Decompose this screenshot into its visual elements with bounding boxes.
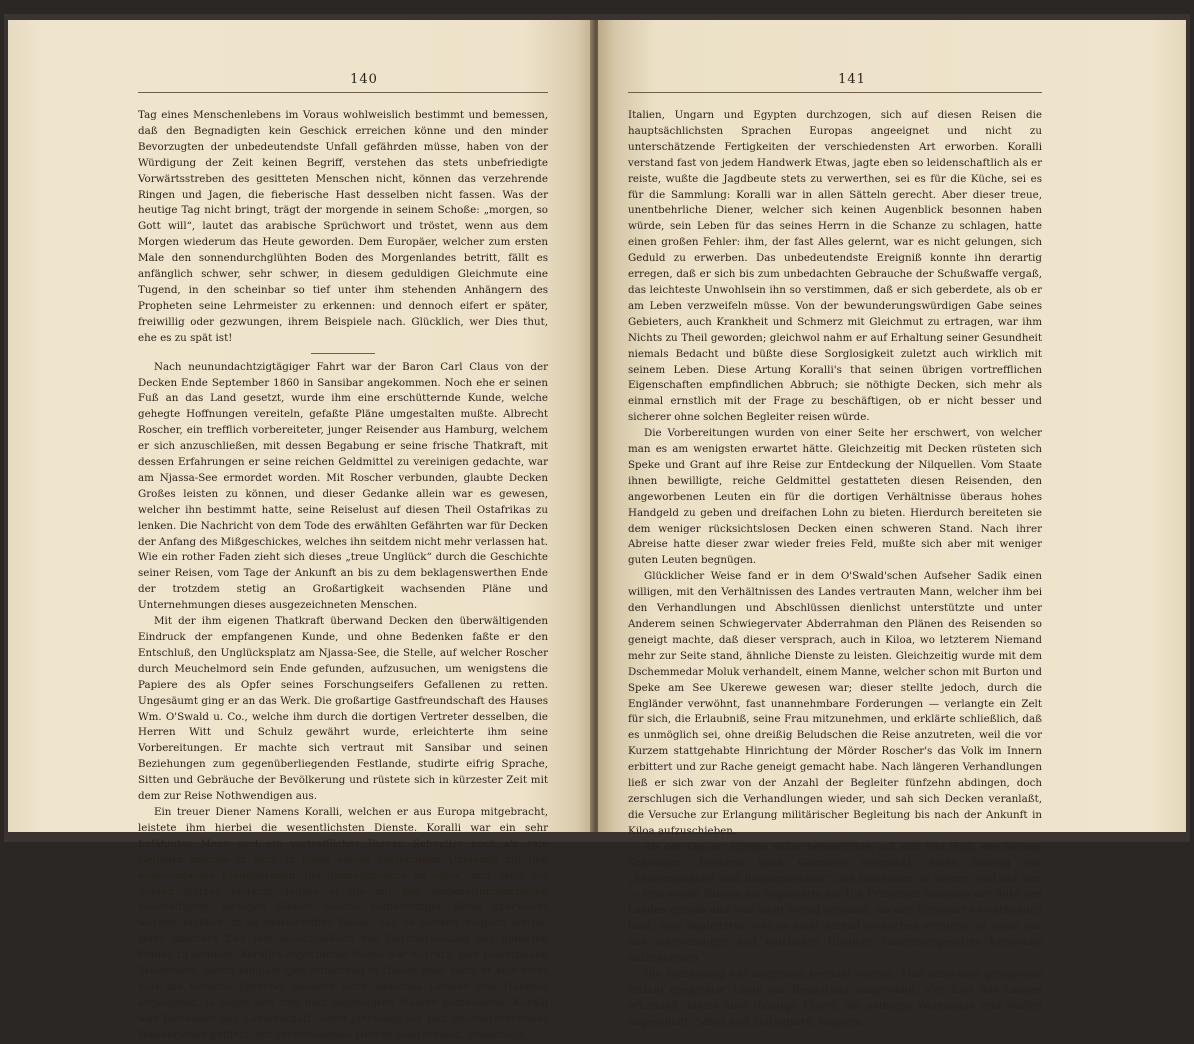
paragraph: Als der Tag der Abreise näher heranrückte, sah sich Bibi Holli, des Sultans Schwester, Deckens hohe Gönnerin veranlaßt, einen Beitrag zur „Annehmlichkeit und Bequemlichkeit“ des Reisenden zu liefern, und bot ihm — eine weiße Sklavin als Begleiterin an. Die Prinzessin handelte der Sitte des Landes gemäß und war nicht wenig erstaunt, als der Europäer es unthunlich fand, eine Begleiterin, welche nicht einmal zu kochen verstehe, in seine nur aus nothwendigen und nützlichen Gliedern zusammengesetzte Karawane aufzunehmen. — [628, 840, 1042, 965]
paragraph: Italien, Ungarn und Egypten durchzogen, sich auf diesen Reisen die hauptsächlichsten Sprachen Europas angeeignet und nicht zu unterschätzende Fertigkeiten der verschiedensten Art erworben. Koralli verstand fast von jedem Handwerk Etwas, jagte eben so leidenschaftlich als er reiste, wußte die Jagdbeute stets zu verwerthen, sei es für die Küche, sei es für die Sammlung: Koralli war in allen Sätteln gerecht. Aber dieser treue, unentbehrliche Diener, welcher sich keinen Augenblick besonnen haben würde, sein Leben für das seines Herrn in die Schanze zu schlagen, hatte einen großen Fehler: ihm, der fast Alles gelernt, war es nicht gelungen, sich Geduld zu erwerben. Das unbedeutendste Ereigniß konnte ihn derartig erregen, daß er sich bis zum unbedachten Gebrauche der Schußwaffe vergaß, das leichteste Unwohlsein ihn so verstimmen, daß er sich geberdete, als ob er am Leben verzweifeln müsse. Von der bewunderungswürdigen Gabe seines Gebieters, auch Krankheit und Schmerz mit Gleichmut zu ertragen, war ihm Nichts zu Theil geworden; gleichwol nahm er auf Erhaltung seiner Gesundheit niemals Bedacht und büßte diese Sorglosigkeit zuletzt auch wirklich mit seinem Leben. Diese Artung Koralli's that seinen übrigen vortrefflichen Eigenschaften empfindlichen Abbruch; sie nöthigte Decken, sich mehr als einmal ernstlich mit der Frage zu beschäftigen, ob er nicht besser und sicherer ohne solchen Begleiter reisen würde. — [628, 109, 1042, 424]
left-page-text — [138, 108, 548, 1044]
paragraph: Mit der ihm eigenen Thatkraft überwand Decken den überwältigenden Eindruck der empfangenen Kunde, und ohne Bedenken faßte er den Entschluß, den Unglücksplatz am Njassa-See, die Stelle, auf welcher Roscher durch Meuchelmord sein Ende gefunden, aufzusuchen, um wenigstens die Papiere des als Opfer seines Forschungseifers Gefallenen zu retten. Ungesäumt ging er an das Werk. Die großartige Gastfreundschaft des Hauses Wm. O'Swald u. Co., welche ihm durch die dortigen Vertreter desselben, die Herren Witt und Schulz gewährt wurde, erleichterte ihm seine Vorbereitungen. Er machte sich vertraut mit Sansibar und seinen Beziehungen zum gegenüberliegenden Festlande, studirte eifrig Sprache, Sitten und Gebräuche der Bevölkerung und rüstete sich in kürzester Zeit mit dem zur Reise Nothwendigen aus. — [138, 615, 548, 803]
paragraph: Tag eines Menschenlebens im Voraus wohlweislich bestimmt und bemessen, daß den Begnadigten kein Geschick erreichen könne und den minder Bevorzugten der unbedeutendste Unfall gefährden müsse, haben von der Würdigung der Zeit keinen Begriff, verstehen das stets unbefriedigte Vorwärtsstreben des gesitteten Menschen nicht, können das verzehrende Ringen und Jagen, die fieberische Hast desselben nicht fassen. Was der heutige Tag nicht bringt, trägt der morgende in seinem Schoße: „morgen, so Gott will“, lautet das arabische Sprüchwort und tröstet, wenn aus dem Morgen wiederum das Heute geworden. Dem Europäer, welcher zum ersten Male den sonnendurchglühten Boden des Morgenlandes betritt, fällt es anfänglich schwer, sehr schwer, in diesem geduldigen Gleichmute eine Tugend, in den scheinbar so tief unter ihm stehenden Anhängern des Propheten seine Lehrmeister zu erkennen: und dennoch eifert er später, freiwillig oder gezwungen, ihrem Beispiele nach. Glücklich, wer Dies thut, ehe es zu spät ist! — [138, 109, 548, 344]
paragraph: Glücklicher Weise fand er in dem O'Swald'schen Aufseher Sadik einen willigen, mit den Verhältnissen des Landes vertrauten Mann, welcher ihm bei den Verhandlungen und Abschlüssen dienlichst unterstützte und unter Anderem seinen Schwiegervater Abderrahman den Plänen des Reisenden so geneigt machte, daß dieser versprach, auch in Kiloa, wo letzterem Niemand mehr zur Seite stand, ähnliche Dienste zu leisten. Gleichzeitig wurde mit dem Dschemmedar Moluk verhandelt, einem Manne, welcher schon mit Burton und Speke am See Ukerewe gewesen war; dieser stellte jedoch, durch die Engländer verwöhnt, fast unannehmbare Forderungen — verlangte ein Zelt für sich, die Erlaubniß, seine Frau mitzunehmen, und erklärte schließlich, daß es unmöglich sei, ohne dreißig Beludschen die Reise anzutreten, weil die vor Kurzem stattgehabte Hinrichtung der Mörder Roscher's das Volk im Innern erbittert und zur Rache geneigt gemacht habe. Nach längeren Verhandlungen ließ er sich zwar von der Anzahl der Begleiter fünfzehn abdingen, doch zerschlugen sich die Verhandlungen wieder, und sah sich Decken veranlaßt, die Versuche zur Erlangung militärischer Begleitung bis nach der Ankunft in Kiloa aufzuschieben. — [628, 570, 1042, 837]
paragraph: Die Vorbereitungen wurden von einer Seite her erschwert, von welcher man es am wenigsten erwartet hätte. Gleichzeitig mit Decken rüsteten sich Speke und Grant auf ihre Reise zur Entdeckung der Nilquellen. Vom Staate ihnen bewilligte, reiche Geldmittel gestatteten diesen Reisenden, den angeworbenen Leuten ein für die dortigen Verhältnisse überaus hohes Handgeld zu geben und dreifachen Lohn zu bieten. Hierdurch bereiteten sie dem weniger rücksichtslosen Decken einen schweren Stand. Nach ihrer Abreise hatte dieser zwar wieder freies Feld, mußte sich aber mit weniger guten Leuten begnügen. — [628, 427, 1042, 567]
right-page — [598, 20, 1186, 1028]
paragraph: Die Ausrüstung war allgemach beendet worden. Man hatte eine genügende Anzahl geeigneter Leute zur Begleitung ausgewählt, vier Esel des Landes erhandelt, kleine aber tüchtige Thiere, die nöthigen Werkzeuge und Waffen angeschafft, Sättel und Sattelgurte, Koppeln, — [628, 967, 1042, 1028]
paragraph: Nach neunundachtzigtägiger Fahrt war der Baron Carl Claus von der Decken Ende September 1860 in Sansibar angekommen. Noch ehe er seinen Fuß an das Land gesetzt, wurde ihm eine erschütternde Kunde, welche gehegte Hoffnungen vereiteln, gefaßte Pläne umgestalten mußte. Albrecht Roscher, ein trefflich vorbereiteter, junger Reisender aus Hamburg, welchem er sich anzuschließen, mit dessen Begabung er seine frische Thatkraft, mit dessen Erfahrungen er seine reichen Geldmittel zu vereinigen gedachte, war am Njassa-See ermordet worden. Mit Roscher verbunden, glaubte Decken Großes leisten zu können, und dieser Gedanke allein war es gewesen, welcher ihn bestimmt hatte, seine Reiselust auf diesen Theil Ostafrikas zu lenken. Die Nachricht von dem Tode des erwählten Gefährten war für Decken der Anfang des Mißgeschickes, welches ihn seitdem nicht mehr verlassen hat. Wie ein rother Faden zieht sich dieses „treue Unglück“ durch die Geschichte seiner Reisen, vom Tage der Ankunft an bis zu dem beklagenswerthen Ende der trotzdem stetig an Großartigkeit wachsenden Pläne und Unternehmungen dieses ausgezeichneten Menschen. — [138, 360, 548, 612]
page-number: 140 — [350, 72, 378, 87]
page-number: 141 — [838, 72, 866, 87]
section-divider — [311, 353, 375, 354]
right-page-text — [628, 108, 1042, 1031]
paragraph: Ein treuer Diener Namens Koralli, welchen er aus Europa mitgebracht, leistete ihm hierbei die wesentlichsten Dienste. Koralli war ein sehr befähigter Mann und ein vortrefflicher Diener. Schneller noch als sein Gebieter machte er sich, in Folge seines beständigen Umgangs mit den angeworbenen Eingeborenen, die Suahelisprache zu eigen, und, stets auf dessen Nutzen bedacht, leitete er die mit den Vorbereitungsarbeiten beschäftigten, farbigen Diener, welche nothwendiger Weise überwacht werden mußten, in so musterhafter Weise, daß es Decken möglich wurde, seine kostbare Zeit fast ausschließlich der Durcharbeitung des gefaßten Planes zu widmen. Koralli's eigentlicher Name war Korrath, sein Geburtsland Steiermark; durch langjährigen Aufenthalt in Italien aber hatte er sich nicht blos die welsche Sprache, sondern auch welsches Denken und Handeln angeeignet, ja sogar den ihm dort beigelegten Namen beibehalten. Koralli war Reisender aus Leidenschaft, hatte jahrelang ein fast ununterbrochenes Wanderleben geführt, mit verschiedenen Herren Deutschland, Frankreich, — [138, 805, 548, 1041]
header-rule — [628, 92, 1042, 93]
left-page — [8, 20, 594, 1041]
header-rule — [138, 92, 548, 93]
